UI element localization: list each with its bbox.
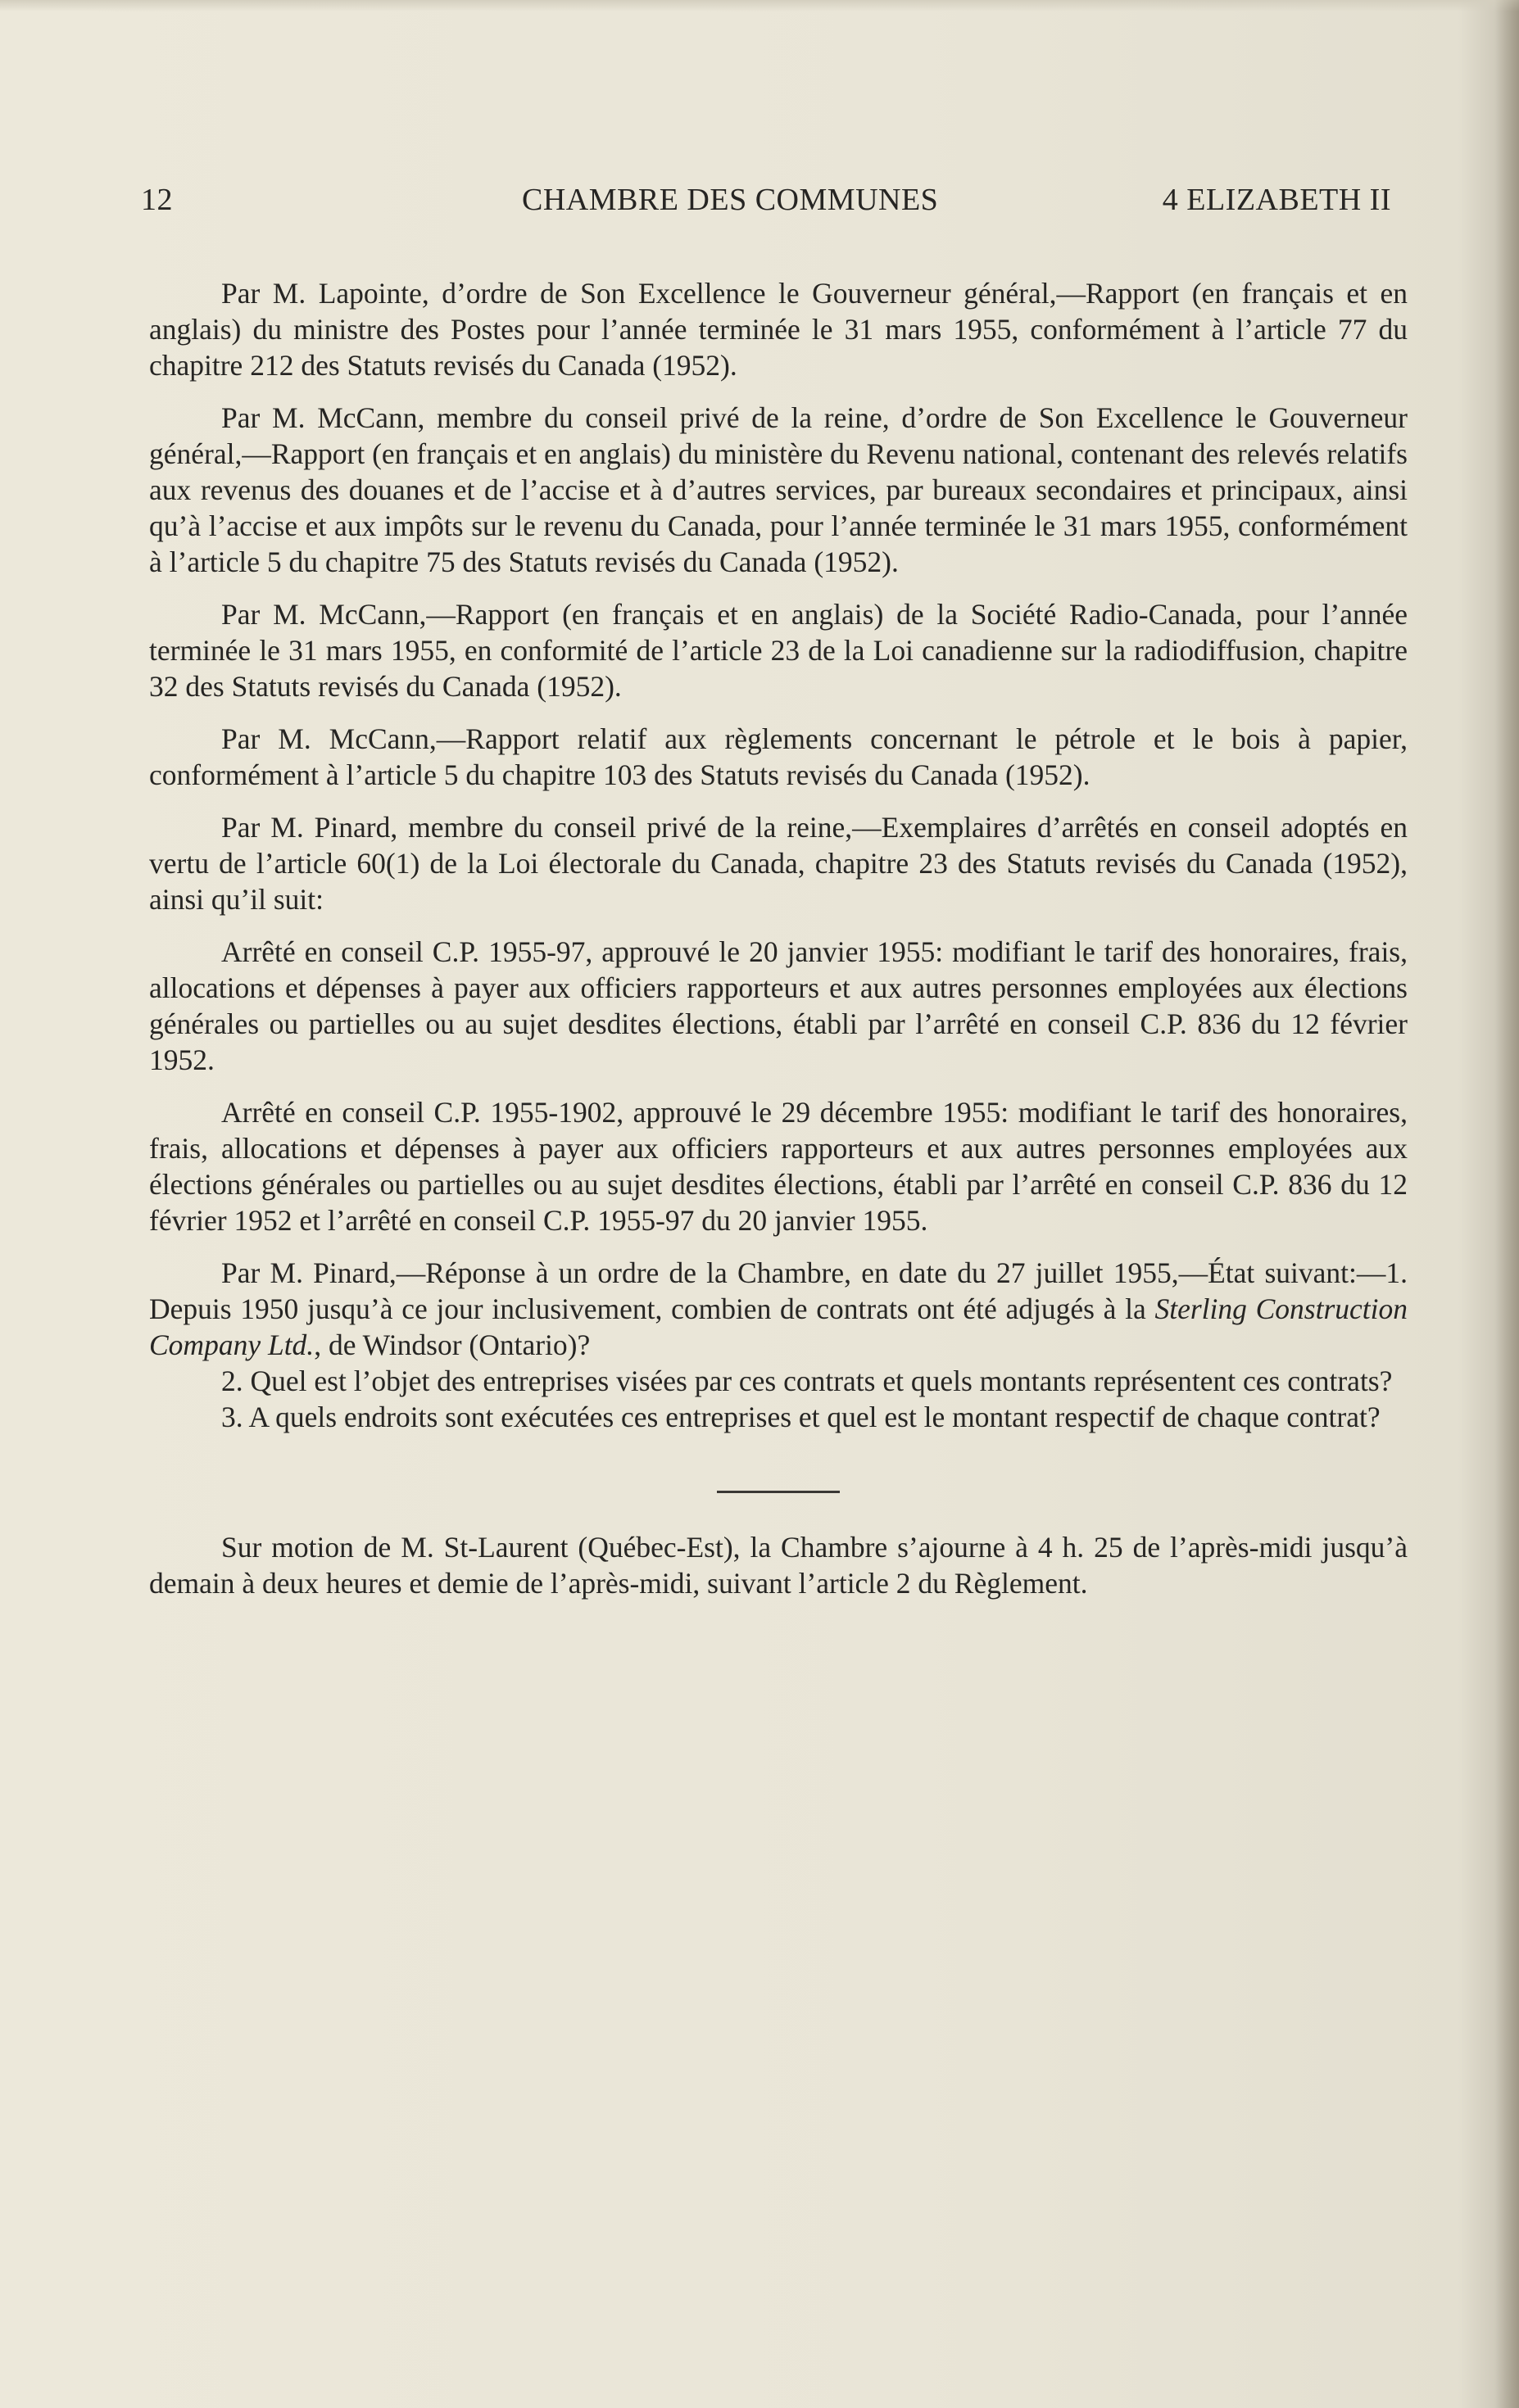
page-body xyxy=(149,275,1408,1618)
reponse-text-end: , de Windsor (Ontario)? xyxy=(314,1328,591,1361)
page-top-edge xyxy=(0,0,1519,11)
paragraph-lapointe-report: Par M. Lapointe, d’ordre de Son Excellence le Gouverneur général,—Rapport (en français et en anglais) du ministre des Postes pour l’année terminée le 31 mars 1955, conformément à l’article 77 du chapitre 212 des Statuts revisés du Canada (1952). xyxy=(149,277,1408,382)
reponse-text: Par M. Pinard,—Réponse à un ordre de la Chambre, en date du 27 juillet 1955,—État suivant:—1. Depuis 1950 jusqu’à ce jour inclusivement, combien de contrats ont été adjugés à la xyxy=(149,1256,1408,1325)
paragraph-pinard-reponse xyxy=(149,1255,1408,1363)
paragraph-mccann-revenue: Par M. McCann, membre du conseil privé de la reine, d’ordre de Son Excellence le Gouverneur général,—Rapport (en français et en anglais) du ministère du Revenu national, contenant des relevés relatifs aux revenus des douanes et de l’accise et à d’autres services, par bureaux secondaires et principaux, ainsi qu’à l’accise et aux impôts sur le revenu du Canada, pour l’année terminée le 31 mars 1955, conformément à l’article 5 du chapitre 75 des Statuts revisés du Canada (1952). xyxy=(149,401,1408,578)
company-name: Sterling Construction Company Ltd. xyxy=(149,1292,1408,1361)
paragraph-adjournment: Sur motion de M. St-Laurent (Québec-Est), la Chambre s’ajourne à 4 h. 25 de l’après-midi jusqu’à demain à deux heures et demie de l’après-midi, suivant l’article 2 du Règlement. xyxy=(149,1531,1408,1600)
running-header xyxy=(141,182,1391,231)
question-3: 3. A quels endroits sont exécutées ces entreprises et quel est le montant respectif de chaque contrat? xyxy=(221,1401,1381,1433)
paragraph-pinard-arretes: Par M. Pinard, membre du conseil privé de la reine,—Exemplaires d’arrêtés en conseil adoptés en vertu de l’article 60(1) de la Loi électorale du Canada, chapitre 23 des Statuts revisés du Canada (1952), ainsi qu’il suit: xyxy=(149,811,1408,916)
header-title: CHAMBRE DES COMMUNES xyxy=(522,183,939,217)
paragraph-arrete-1955-1902: Arrêté en conseil C.P. 1955-1902, approuvé le 29 décembre 1955: modifiant le tarif des honoraires, frais, allocations et dépenses à payer aux officiers rapporteurs et aux autres personnes employées aux élections générales ou partielles ou au sujet desdites élections, établi par l’arrêté en conseil C.P. 836 du 12 février 1952 et l’arrêté en conseil C.P. 1955-97 du 20 janvier 1955. xyxy=(149,1096,1408,1237)
section-divider xyxy=(717,1491,840,1493)
page-number: 12 xyxy=(141,183,173,217)
regnal-year: 4 ELIZABETH II xyxy=(1162,183,1391,217)
paragraph-mccann-radio-canada: Par M. McCann,—Rapport (en français et en anglais) de la Société Radio-Canada, pour l’année terminée le 31 mars 1955, en conformité de l’article 23 de la Loi canadienne sur la radiodiffusion, chapitre 32 des Statuts revisés du Canada (1952). xyxy=(149,598,1408,703)
question-2: 2. Quel est l’objet des entreprises visées par ces contrats et quels montants représentent ces contrats? xyxy=(221,1365,1393,1397)
paragraph-arrete-1955-97: Arrêté en conseil C.P. 1955-97, approuvé le 20 janvier 1955: modifiant le tarif des honoraires, frais, allocations et dépenses à payer aux officiers rapporteurs et aux autres personnes employées aux élections générales ou partielles ou au sujet desdites élections, établi par l’arrêté en conseil C.P. 836 du 12 février 1952. xyxy=(149,935,1408,1076)
page-binding-shadow xyxy=(1494,0,1519,2408)
paragraph-mccann-petrole: Par M. McCann,—Rapport relatif aux règlements concernant le pétrole et le bois à papier, conformément à l’article 5 du chapitre 103 des Statuts revisés du Canada (1952). xyxy=(149,722,1408,791)
